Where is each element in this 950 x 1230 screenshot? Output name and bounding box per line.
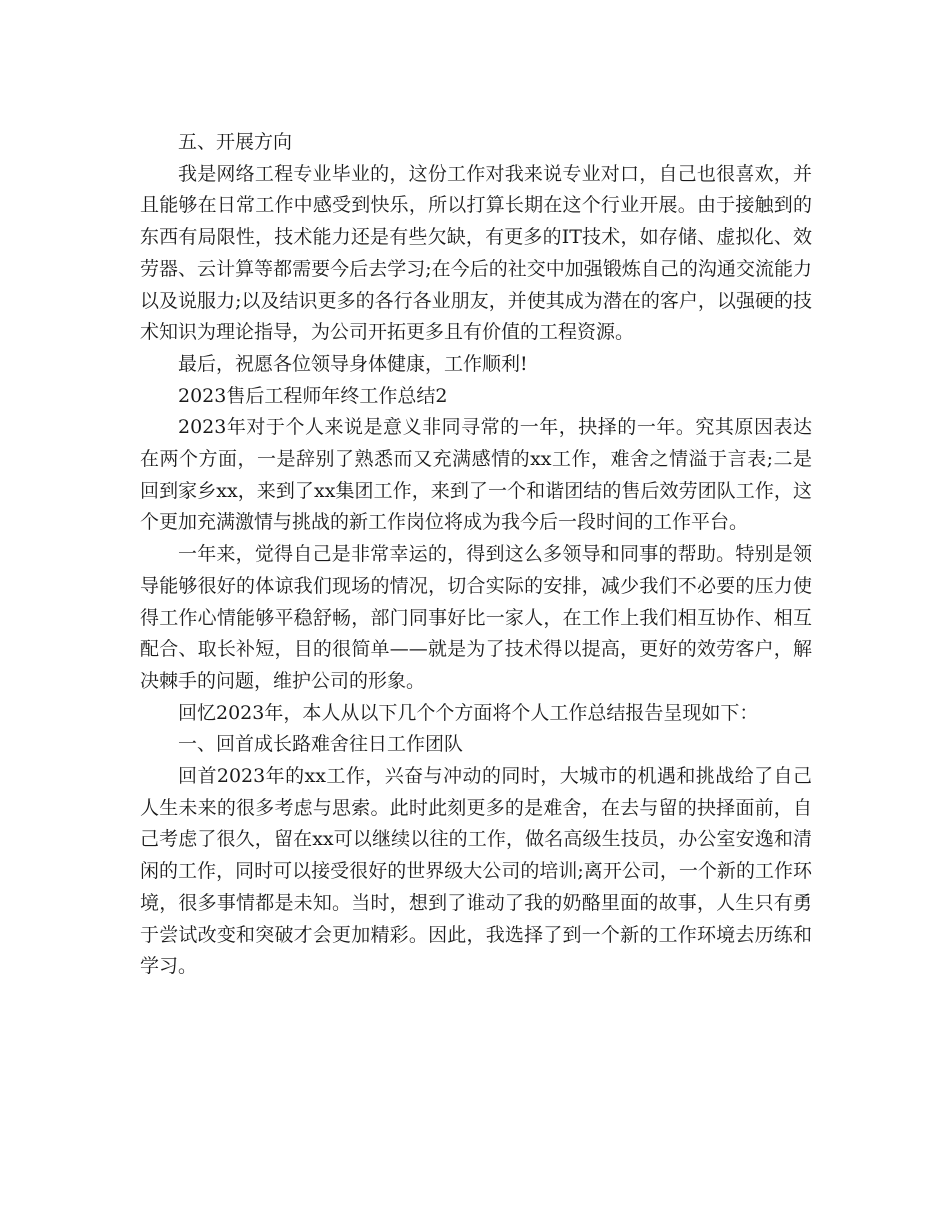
paragraph-closing: 最后，祝愿各位领导身体健康，工作顺利! bbox=[178, 352, 528, 375]
document-title-2: 2023售后工程师年终工作总结2 bbox=[178, 384, 448, 407]
paragraph-direction: 我是网络工程专业毕业的，这份工作对我来说专业对口，自己也很喜欢，并且能够在日常工作中感受到快乐，所以打算长期在这个行业开展。由于接触到的东西有局限性，技术能力还是有些欠缺，有更多的IT技术，如存储、虚拟化、效劳器、云计算等都需要今后去学习;在今后的社交中加强锻炼自己的沟通交流能力以及说服力;以及结识更多的各行各业朋友，并使其成为潜在的客户，以强硬的技术知识为理论指导，为公司开拓更多且有价值的工程资源。 bbox=[140, 162, 812, 344]
subheading-team: 一、回首成长路难舍往日工作团队 bbox=[178, 733, 464, 756]
section-heading-direction: 五、开展方向 bbox=[178, 131, 293, 153]
paragraph-thanks: 一年来，觉得自己是非常幸运的，得到这么多领导和同事的帮助。特别是领导能够很好的体谅我们现场的情况，切合实际的安排，减少我们不必要的压力使得工作心情能够平稳舒畅，部门同事好比一家人，在工作上我们相互协作、相互配合、取长补短，目的很简单——就是为了技术得以提高，更好的效劳客户，解决棘手的问题，维护公司的形象。 bbox=[140, 543, 812, 692]
document-body bbox=[140, 127, 812, 983]
paragraph-intro: 2023年对于个人来说是意义非同寻常的一年，抉择的一年。究其原因表达在两个方面，一是辞别了熟悉而又充满感情的xx工作，难舍之情溢于言表;二是回到家乡xx，来到了xx集团工作，来到了一个和谐团结的售后效劳团队工作，这个更加充满激情与挑战的新工作岗位将成为我今后一段时间的工作平台。 bbox=[140, 416, 812, 534]
paragraph-lookback: 回首2023年的xx工作，兴奋与冲动的同时，大城市的机遇和挑战给了自己人生未来的很多考虑与思索。此时此刻更多的是难舍，在去与留的抉择面前，自己考虑了很久，留在xx可以继续以往的工作，做名高级生技员，办公室安逸和清闲的工作，同时可以接受很好的世界级大公司的培训;离开公司，一个新的工作环境，很多事情都是未知。当时，想到了谁动了我的奶酪里面的故事，人生只有勇于尝试改变和突破才会更加精彩。因此，我选择了到一个新的工作环境去历练和学习。 bbox=[140, 765, 812, 978]
paragraph-review: 回忆2023年，本人从以下几个个方面将个人工作总结报告呈现如下： bbox=[178, 701, 759, 724]
